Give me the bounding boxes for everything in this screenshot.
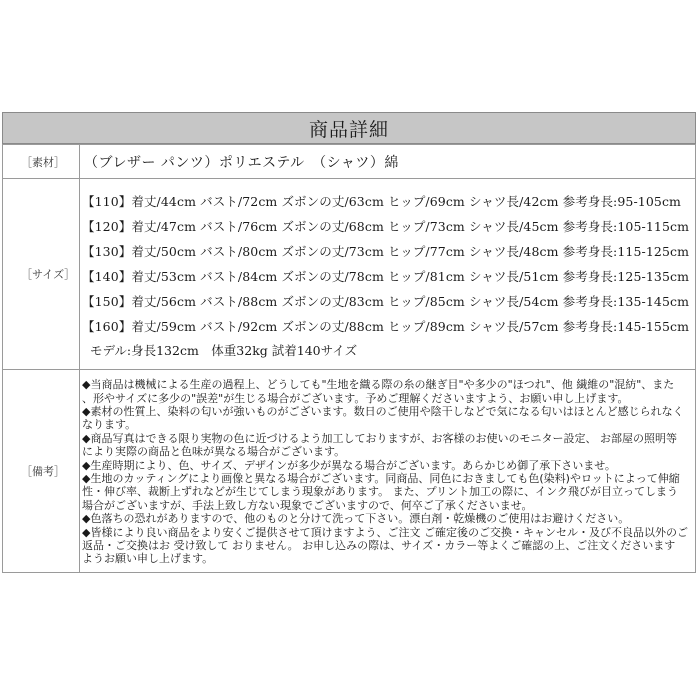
note-line: ◆皆様により良い商品をより安くご提供させて頂けますよう、ご注文 ご確定後のご交換・キャンセル・及び不良品以外のご [82, 525, 688, 539]
material-text: （ブレザー パンツ）ポリエステル （シャツ）綿 [84, 154, 399, 171]
size-line-110: 【110】着丈/44cm バスト/72cm ズボンの丈/63cm ヒップ/69cm シャツ長/42cm 参考身長:95-105cm [82, 193, 682, 209]
note-line: により実際の商品と色味が異なる場合がございます。 [82, 445, 346, 459]
note-line: ◆素材の性質上、染料の匂いが強いものがございます。数日のご使用や陰干しなどで気になる匂いはほとんど感じられなく [82, 404, 684, 418]
material-value [80, 145, 696, 179]
section-title: 商品詳細 [2, 112, 696, 144]
size-value [80, 179, 696, 370]
notes-label: ［備考］ [3, 370, 80, 573]
size-row [3, 179, 696, 370]
notes-value [80, 370, 696, 573]
note-line: ◆当商品は機械による生産の過程上、どうしても"生地を織る際の糸の継ぎ目"や多少の"ほつれ"、他 繊維の"混紡"、また [82, 378, 675, 392]
size-line-130: 【130】着丈/50cm バスト/80cm ズボンの丈/73cm ヒップ/77cm シャツ長/48cm 参考身長:115-125cm [82, 243, 690, 259]
size-line-120: 【120】着丈/47cm バスト/76cm ズボンの丈/68cm ヒップ/73cm シャツ長/45cm 参考身長:105-115cm [82, 218, 690, 234]
product-detail-table [2, 144, 696, 573]
size-line-150: 【150】着丈/56cm バスト/88cm ズボンの丈/83cm ヒップ/85cm シャツ長/54cm 参考身長:135-145cm [82, 293, 690, 309]
note-line: ◆生産時期により、色、サイズ、デザインが多少が異なる場合がございます。あらかじめ御了承下さいませ。 [82, 458, 616, 472]
size-list [80, 186, 695, 363]
note-line: ようお願い申し上げます。 [82, 552, 214, 566]
note-line: 性・伸び率、裁断上ずれなどが生じてしまう現象があります。 また、プリント加工の際に、インク飛びが目立ってしまう [82, 485, 678, 499]
size-label: ［サイズ］ [3, 179, 80, 370]
model-info: モデル:身長132cm 体重32kg 試着140サイズ [90, 342, 358, 358]
note-line: ◆色落ちの恐れがありますので、他のものと分けて洗って下さい。漂白剤・乾燥機のご使用はお避けください。 [82, 512, 630, 526]
material-label: ［素材］ [3, 145, 80, 179]
note-line: 返品・ご交換はお 受け致して おりません。 お申し込みの際は、サイズ・カラー等よくご確認の上、ご注文くださいます [82, 539, 676, 553]
note-line: なります。 [82, 418, 137, 432]
notes-list [80, 376, 695, 566]
material-row [3, 145, 696, 179]
size-line-140: 【140】着丈/53cm バスト/84cm ズボンの丈/78cm ヒップ/81cm シャツ長/51cm 参考身長:125-135cm [82, 268, 690, 284]
note-line: 、形やサイズに多少の"誤差"が生じる場合がございます。予めご理解くださいますよう、お願い申し上げます。 [82, 391, 629, 405]
note-line: 場合がございますが、手法上致し方ない現象でございますので、何卒ご了承くださいませ。 [82, 498, 533, 512]
note-line: ◆生地のカッティングにより画像と異なる場合がございます。同商品、同色におきましても色(染料)やロットによって伸縮 [82, 472, 680, 485]
notes-row [3, 370, 696, 573]
size-line-160: 【160】着丈/59cm バスト/92cm ズボンの丈/88cm ヒップ/89cm シャツ長/57cm 参考身長:145-155cm [82, 318, 690, 334]
note-line: ◆商品写真はできる限り実物の色に近づけるよう加工しておりますが、お客様のお使いのモニター設定、 お部屋の照明等 [82, 431, 677, 445]
